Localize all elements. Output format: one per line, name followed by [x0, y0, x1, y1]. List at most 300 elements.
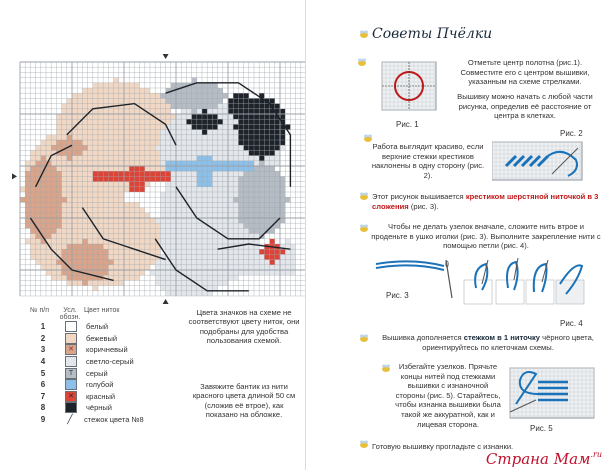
chart-cell	[124, 260, 129, 265]
chart-cell	[254, 265, 259, 270]
chart-cell	[186, 171, 191, 176]
chart-cell	[275, 171, 280, 176]
chart-cell	[88, 124, 93, 129]
chart-cell	[280, 197, 285, 202]
chart-cell	[160, 202, 165, 207]
chart-cell	[145, 161, 150, 166]
tip-wool-thread-b: крестиком шерстяной ниточкой в 3 сложения	[372, 192, 599, 211]
chart-cell	[280, 202, 285, 207]
chart-cell	[98, 223, 103, 228]
chart-cell	[233, 109, 238, 114]
chart-cell	[134, 130, 139, 135]
chart-cell	[30, 228, 35, 233]
chart-cell	[166, 286, 171, 291]
chart-cell	[25, 166, 30, 171]
chart-cell	[186, 176, 191, 181]
chart-cell	[218, 171, 223, 176]
chart-cell	[233, 213, 238, 218]
chart-cell	[93, 187, 98, 192]
chart-cell	[202, 275, 207, 280]
chart-cell	[46, 176, 51, 181]
chart-cell	[129, 265, 134, 270]
chart-cell	[275, 150, 280, 155]
chart-cell	[280, 114, 285, 119]
chart-cell	[56, 213, 61, 218]
chart-cell	[280, 208, 285, 213]
chart-cell	[160, 280, 165, 285]
chart-cell	[67, 223, 72, 228]
chart-cell	[41, 228, 46, 233]
chart-cell	[238, 213, 243, 218]
legend-swatch	[65, 379, 77, 390]
chart-cell	[98, 202, 103, 207]
chart-cell	[98, 161, 103, 166]
chart-cell	[119, 208, 124, 213]
chart-cell	[207, 156, 212, 161]
chart-cell	[202, 239, 207, 244]
chart-cell	[259, 192, 264, 197]
chart-cell	[160, 114, 165, 119]
chart-cell	[56, 218, 61, 223]
chart-cell	[192, 265, 197, 270]
watermark-suffix: ru	[593, 450, 602, 459]
chart-cell	[238, 156, 243, 161]
chart-cell	[171, 202, 176, 207]
chart-cell	[202, 104, 207, 109]
chart-cell	[129, 83, 134, 88]
chart-cell	[160, 140, 165, 145]
chart-cell	[233, 166, 238, 171]
chart-cell	[129, 166, 134, 171]
chart-cell	[124, 275, 129, 280]
chart-cell	[88, 254, 93, 259]
chart-cell	[30, 187, 35, 192]
chart-cell	[140, 228, 145, 233]
chart-cell	[202, 213, 207, 218]
chart-cell	[72, 130, 77, 135]
chart-cell	[207, 166, 212, 171]
chart-cell	[155, 249, 160, 254]
chart-cell	[186, 249, 191, 254]
chart-cell	[171, 239, 176, 244]
chart-cell	[218, 104, 223, 109]
chart-cell	[249, 234, 254, 239]
chart-cell	[249, 254, 254, 259]
chart-cell	[67, 98, 72, 103]
chart-cell	[202, 135, 207, 140]
cross-stitch-chart	[0, 0, 305, 305]
chart-cell	[171, 83, 176, 88]
chart-cell	[67, 109, 72, 114]
chart-cell	[181, 88, 186, 93]
chart-cell	[186, 145, 191, 150]
chart-cell	[212, 223, 217, 228]
bow-note: Завяжите бантик из нити красного цвета длиной 50 см (сложив её втрое), как показано на обложке.	[192, 382, 296, 420]
chart-cell	[72, 166, 77, 171]
chart-cell	[56, 197, 61, 202]
chart-cell	[171, 156, 176, 161]
chart-cell	[264, 124, 269, 129]
chart-cell	[82, 275, 87, 280]
chart-cell	[51, 223, 56, 228]
chart-cell	[238, 239, 243, 244]
chart-cell	[155, 145, 160, 150]
chart-cell	[82, 187, 87, 192]
chart-cell	[166, 291, 171, 296]
chart-cell	[207, 88, 212, 93]
chart-cell	[280, 176, 285, 181]
chart-cell	[249, 270, 254, 275]
chart-cell	[259, 150, 264, 155]
chart-cell	[238, 260, 243, 265]
chart-cell	[88, 176, 93, 181]
chart-cell	[124, 270, 129, 275]
chart-cell	[202, 114, 207, 119]
chart-cell	[254, 114, 259, 119]
chart-cell	[160, 286, 165, 291]
chart-cell	[67, 176, 72, 181]
chart-cell	[254, 234, 259, 239]
chart-cell	[124, 156, 129, 161]
color-note: Цвета значков на схеме не соответствуют цвету ниток, они подобраны для удобства пользования схемой.	[188, 308, 300, 346]
chart-cell	[36, 260, 41, 265]
chart-cell	[98, 93, 103, 98]
chart-cell	[150, 145, 155, 150]
chart-cell	[134, 140, 139, 145]
chart-cell	[186, 213, 191, 218]
chart-cell	[140, 93, 145, 98]
chart-cell	[233, 218, 238, 223]
center-arrow-left-icon	[12, 173, 17, 179]
chart-cell	[46, 270, 51, 275]
chart-cell	[124, 223, 129, 228]
chart-cell	[114, 187, 119, 192]
chart-cell	[197, 130, 202, 135]
chart-cell	[108, 176, 113, 181]
chart-cell	[166, 171, 171, 176]
legend-row-name: белый	[86, 322, 109, 332]
chart-cell	[93, 93, 98, 98]
chart-cell	[114, 265, 119, 270]
chart-cell	[129, 93, 134, 98]
chart-cell	[41, 265, 46, 270]
chart-cell	[285, 260, 290, 265]
chart-cell	[228, 176, 233, 181]
chart-cell	[124, 208, 129, 213]
chart-cell	[207, 171, 212, 176]
chart-cell	[41, 202, 46, 207]
chart-cell	[134, 171, 139, 176]
chart-cell	[192, 78, 197, 83]
chart-cell	[166, 135, 171, 140]
chart-cell	[290, 244, 295, 249]
chart-cell	[249, 171, 254, 176]
chart-cell	[56, 119, 61, 124]
chart-cell	[77, 197, 82, 202]
chart-cell	[202, 145, 207, 150]
chart-cell	[223, 171, 228, 176]
chart-cell	[244, 260, 249, 265]
chart-cell	[140, 260, 145, 265]
chart-cell	[77, 156, 82, 161]
chart-cell	[88, 119, 93, 124]
chart-cell	[77, 228, 82, 233]
chart-cell	[41, 176, 46, 181]
chart-cell	[30, 171, 35, 176]
chart-cell	[192, 166, 197, 171]
chart-cell	[72, 119, 77, 124]
chart-cell	[254, 270, 259, 275]
chart-cell	[202, 249, 207, 254]
chart-cell	[202, 140, 207, 145]
bee-icon	[358, 224, 370, 233]
chart-cell	[197, 291, 202, 296]
chart-cell	[186, 166, 191, 171]
chart-cell	[114, 192, 119, 197]
chart-cell	[108, 130, 113, 135]
chart-cell	[93, 254, 98, 259]
chart-cell	[264, 156, 269, 161]
chart-cell	[46, 187, 51, 192]
chart-cell	[140, 140, 145, 145]
chart-cell	[259, 114, 264, 119]
chart-cell	[207, 104, 212, 109]
chart-cell	[67, 280, 72, 285]
chart-cell	[181, 254, 186, 259]
chart-cell	[36, 208, 41, 213]
chart-cell	[166, 202, 171, 207]
bee-icon	[380, 364, 392, 373]
chart-cell	[77, 254, 82, 259]
chart-cell	[280, 265, 285, 270]
chart-cell	[150, 135, 155, 140]
chart-cell	[223, 119, 228, 124]
chart-cell	[62, 239, 67, 244]
chart-cell	[108, 135, 113, 140]
chart-cell	[119, 202, 124, 207]
chart-cell	[98, 124, 103, 129]
chart-cell	[218, 213, 223, 218]
chart-cell	[166, 176, 171, 181]
page-title: Советы Пчёлки	[372, 26, 493, 42]
chart-cell	[67, 234, 72, 239]
chart-cell	[280, 130, 285, 135]
chart-cell	[171, 104, 176, 109]
chart-cell	[155, 161, 160, 166]
chart-cell	[98, 187, 103, 192]
chart-cell	[166, 192, 171, 197]
chart-cell	[202, 166, 207, 171]
chart-cell	[98, 130, 103, 135]
chart-cell	[36, 187, 41, 192]
chart-cell	[186, 161, 191, 166]
chart-cell	[82, 249, 87, 254]
chart-cell	[124, 202, 129, 207]
chart-cell	[88, 249, 93, 254]
chart-cell	[56, 270, 61, 275]
chart-cell	[223, 140, 228, 145]
chart-cell	[254, 254, 259, 259]
chart-cell	[124, 98, 129, 103]
chart-cell	[88, 145, 93, 150]
chart-cell	[197, 192, 202, 197]
chart-cell	[228, 182, 233, 187]
chart-cell	[197, 234, 202, 239]
chart-cell	[223, 228, 228, 233]
chart-cell	[140, 208, 145, 213]
chart-cell	[155, 135, 160, 140]
chart-cell	[244, 213, 249, 218]
legend-swatch	[65, 321, 77, 332]
chart-cell	[119, 192, 124, 197]
chart-cell	[233, 197, 238, 202]
chart-cell	[197, 202, 202, 207]
chart-cell	[160, 166, 165, 171]
chart-cell	[270, 254, 275, 259]
figure-1-caption: Рис. 1	[396, 120, 419, 129]
chart-cell	[103, 135, 108, 140]
chart-cell	[249, 187, 254, 192]
chart-cell	[56, 275, 61, 280]
chart-cell	[140, 150, 145, 155]
chart-cell	[202, 228, 207, 233]
chart-cell	[20, 197, 25, 202]
chart-cell	[223, 135, 228, 140]
chart-cell	[88, 244, 93, 249]
chart-cell	[72, 176, 77, 181]
chart-cell	[259, 265, 264, 270]
chart-cell	[171, 166, 176, 171]
chart-cell	[270, 156, 275, 161]
chart-cell	[176, 291, 181, 296]
chart-cell	[238, 104, 243, 109]
chart-cell	[41, 197, 46, 202]
chart-cell	[129, 140, 134, 145]
chart-cell	[98, 114, 103, 119]
chart-cell	[114, 270, 119, 275]
chart-cell	[77, 213, 82, 218]
chart-cell	[98, 244, 103, 249]
chart-cell	[270, 150, 275, 155]
chart-cell	[233, 275, 238, 280]
chart-cell	[134, 228, 139, 233]
legend-row-num: 3	[40, 345, 46, 355]
chart-cell	[46, 145, 51, 150]
chart-cell	[140, 223, 145, 228]
chart-cell	[124, 166, 129, 171]
chart-cell	[129, 249, 134, 254]
chart-cell	[124, 234, 129, 239]
chart-cell	[270, 208, 275, 213]
chart-cell	[249, 124, 254, 129]
chart-cell	[108, 98, 113, 103]
chart-cell	[176, 140, 181, 145]
chart-cell	[41, 150, 46, 155]
chart-cell	[72, 223, 77, 228]
chart-cell	[150, 93, 155, 98]
chart-cell	[264, 265, 269, 270]
chart-cell	[20, 187, 25, 192]
chart-cell	[93, 88, 98, 93]
legend-row-num: 4	[40, 357, 46, 367]
chart-cell	[202, 156, 207, 161]
chart-cell	[270, 270, 275, 275]
chart-cell	[207, 254, 212, 259]
chart-cell	[98, 265, 103, 270]
chart-cell	[145, 182, 150, 187]
chart-cell	[207, 192, 212, 197]
chart-cell	[254, 187, 259, 192]
chart-cell	[181, 109, 186, 114]
chart-cell	[30, 197, 35, 202]
chart-cell	[140, 218, 145, 223]
chart-cell	[88, 275, 93, 280]
chart-cell	[46, 223, 51, 228]
thread-legend	[30, 307, 144, 425]
chart-cell	[103, 119, 108, 124]
chart-cell	[223, 213, 228, 218]
chart-cell	[233, 98, 238, 103]
chart-cell	[77, 166, 82, 171]
chart-cell	[254, 130, 259, 135]
chart-cell	[202, 270, 207, 275]
chart-cell	[30, 213, 35, 218]
chart-cell	[88, 280, 93, 285]
chart-cell	[155, 93, 160, 98]
chart-cell	[176, 114, 181, 119]
chart-cell	[62, 104, 67, 109]
chart-cell	[254, 140, 259, 145]
chart-cell	[275, 140, 280, 145]
chart-cell	[160, 161, 165, 166]
chart-cell	[233, 254, 238, 259]
chart-cell	[103, 88, 108, 93]
chart-cell	[88, 197, 93, 202]
chart-cell	[264, 192, 269, 197]
chart-cell	[218, 208, 223, 213]
chart-cell	[181, 130, 186, 135]
chart-cell	[51, 166, 56, 171]
chart-cell	[114, 197, 119, 202]
chart-cell	[160, 176, 165, 181]
chart-cell	[140, 166, 145, 171]
legend-swatch: ╱	[65, 415, 75, 424]
chart-cell	[134, 218, 139, 223]
chart-cell	[166, 239, 171, 244]
chart-cell	[82, 161, 87, 166]
chart-cell	[62, 166, 67, 171]
chart-cell	[233, 202, 238, 207]
chart-cell	[244, 156, 249, 161]
tip-wool-thread-a: Этот рисунок вышивается	[372, 192, 464, 201]
chart-cell	[244, 228, 249, 233]
chart-cell	[114, 150, 119, 155]
chart-cell	[124, 161, 129, 166]
chart-cell	[160, 150, 165, 155]
chart-cell	[176, 135, 181, 140]
chart-cell	[51, 234, 56, 239]
legend-header-color: Цвет ниток	[84, 307, 120, 314]
chart-cell	[46, 140, 51, 145]
chart-cell	[140, 114, 145, 119]
chart-cell	[259, 260, 264, 265]
chart-cell	[212, 119, 217, 124]
chart-cell	[77, 114, 82, 119]
chart-cell	[36, 202, 41, 207]
chart-cell	[223, 265, 228, 270]
chart-cell	[134, 187, 139, 192]
chart-cell	[41, 223, 46, 228]
